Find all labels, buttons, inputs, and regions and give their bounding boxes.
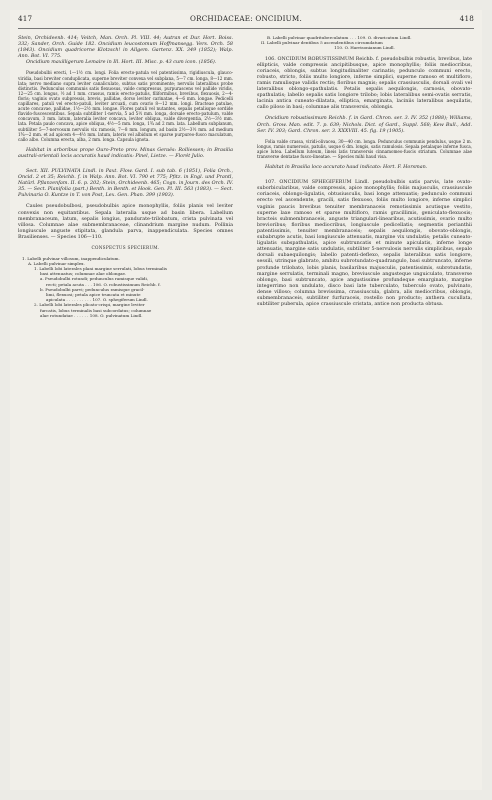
species-107-text: pseudobulbis satis parvis, late ovato-suborbicularibus, valde compressis, apice monophyllis; foliis majusculis, crassiuscule coriaceis, oblongo-ligulatis, obtusiusculis, basi longe attenuatis; pedunculo communi erecto vel ascendente, gracili, satis flexuoso, foliis multo longiore, inferne simplici vaginis paucis brevibus tenuiter membranaceis remotissimis acutisque vestito, superne laxe ramoso et sparse multifloro, ramis gracillimis, geniculato-flexuosis; bracteis submembranaceis, anguste triangulari-linearibus, acutissimis, ovario multo brevioribus; floribus mediocribus, longiuscule pedicellatis; segmentis perianthii patentissimis, tenuiter membranaceis; sepalis aequilongis, obovato-oblongis, subabrupte acutis, basi longiuscule attenuatis, margine vix undulatis; petalis cuneato-ligulatis subspathulatis, apice subtruncatis et minute apiculatis, inferne longe attenuatis, margine satis undulatis, subtiliter 5-nervulosis nervulis simplicibus, sepalo dorsali subaequilongis; labello patenti-deflexo, sepalis lateralibus satis longiore, sessili, utrinque glabrato, ambitu subrotundato-quadrangulo, basi subtruncato, inferne profunde trilobato, lobis planis, basilaribus majusculis, patentissimis, subrotundatis, margine serrulatis, terminali magno, breviuscule angusteque unguiculato, transverse oblongo, basi subtruncato, apice angustissime profundeque emarginato, margine integerrimo non undulato, disco basi late tuberculato, tuberculo ovato, pulvinato, dense villoso; columna brevissima, crassiuscula, glabra, alis mediocribus, oblongis, submembranaceis, subtiliter furfuraceis, rostello non producto; anthera cucullata, subtiliter puberula, apice crassiuscule cristata, antice non producta obtusa.	[257, 179, 472, 308]
species-107-name: ONCIDIUM SPHEGIFERUM	[279, 179, 352, 186]
species-107-diagnosis	[257, 179, 472, 307]
species-description: Pseudobulbi erecti, 1—1½ cm. longi. Folia erecto-patula vel patentissima, rigidiuscula, glauco-viridia, basi breviter conduplicata, superne breviter convexa vel subplana, 5—7 cm. longa, 8—12 mm. lata; nervo mediano supra leviter canaliculato, subtus satis prominente; nervulis lateralibus probe distinctis. Pedunculus communis satis flexuosus, valde compressus, purpurascens vel pallide viridis, 12—25 cm. longus, ½ ad 1 mm. crassus, ramis erecto-patulis, filiformibus, brevibus, flexuosis, 2—4-floris; vaginis ovato subpressis, brevis, pallidae, dorso leviter carinatae, 4—6 mm. longae. Pedicelli capillares, patuli vel erecto-patuli, leviter arcuati, cum ovario 8—12 mm. longi. Bracteae patulae, acute concavae, pallidae, 1½—2½ mm. longae. Flores patuli vel nutantes, sepalis petalisque sordide flavido-fuscescentibus. Sepala subtiliter 1-nervia, 5 ad 5½ mm. longa, dorsale erecto-patulum, valde concavum, 3 mm. latum, lateralia leviter concava, leviter obliqua, valde divergentia, 2½—3½ mm. lata. Petala paulo concava, apice obliqua, 4½—5 mm. longa, 1¾ ad 2 mm. lata. Labellum subplanum, subtiliter 5—7-nervosum nervulis vix ramosis, 7—8 mm. longum, ad basin 2½—3½ mm. ad medium 1¾—2 mm. et ad apicem 4—4½ mm. latum, lateris vel albidum et sparse purpureo-fusco maculatum, callo albo. Columna erecta, alba, 2 mm. longa. Capsula ignota.	[18, 70, 233, 142]
species-key	[18, 256, 233, 318]
section-heading: Sect. XII. PULVINATA Lindl. in Paxt. Flow. Gard. I. sub tab. 6 (1851), Folia Orch., Oncid. 2 et 35; Reichb. f. in Walp. Ann. Bot. VI. 790 et 775; Pfitz. in Engl. und Prantl, Natürl. Pflanzenfam. II. 6. p. 202; Stein, Orchideenb. 465; Cogn. in Journ. des Orch. IV. 35. — Sect. Planifolia (part.) Benth. in Benth. et Hook. Gen. Pl. III. 563 (1883). — Sect. Pulvinaria O. Kuntze in T. von Post, Lex. Gen. Phan. 399 (1903).	[18, 167, 233, 199]
conspectus-title: CONSPECTUS SPECIERUM.	[91, 245, 160, 250]
key-line: b. Pseudobulbi parvi; pedunculus ramisque gracil-	[40, 286, 145, 292]
key-line: A. Labelli pulvinar simplex.	[28, 260, 85, 266]
key-line: furcatis, lobus terminalis basi subcordatus; columnae	[40, 307, 152, 313]
key-line: limi, flexuosi; petala apice truncata et minute	[46, 292, 141, 298]
running-title: ORCHIDACEAE: ONCIDIUM.	[190, 14, 302, 23]
key-line: 110. O. Harrisonianum Lindl.	[334, 45, 395, 51]
key-line: apiculata . . . . . . . . . . 107. O. sphegiferum Lindl.	[46, 297, 148, 303]
key-line: 2. Labelli lobi laterales plicato-crispi, margine leviter	[34, 302, 145, 308]
species-106-habitat: Habitat in Brasilia loco accurato haud indicato: Hort. F. Horsman.	[265, 164, 428, 171]
species-106-references: Oncidium robustissimum Reichb. f. in Gard. Chron. ser. 3. IV. 352 (1888); Williams, Orch. Grow. Man. edit. 7. p. 639; Nichols. Dict. of Gard., Suppl. 568; Kew Bull., Add. Ser. IV. 303; Gard. Chron. ser. 3. XXXVIII. 45. fig. 19 (1905).	[257, 115, 472, 134]
document-page	[10, 10, 482, 790]
species-106-number: 106.	[265, 55, 276, 62]
species-106-description: Folia valde crassa, viridi-olivacea, 30—40 cm. longa. Pedunculus communis pendulus, usque 2 m. longus, ramis numerosis, patulis, usque 6 dm. longis, satis ramulosis. Sepala petalaque inferne fusca, apice lutea. Labellum luteum, lineis latis transversis cinnamomeo-fuscis striatum. Columnae alae transverse dentatae fusco-lineatae. — Species mihi haud visa.	[257, 138, 472, 160]
species-key-continued	[257, 35, 472, 51]
synonymy-references: Stein, Orchideenb. 414; Veitch, Man. Orch. Pl. VIII. 44; Autran et Dur. Hort. Boiss. 332; Sander, Orch. Guide 182. Oncidium leucostomum Hoffmansegg. Vers. Orch. 58 (1843). Oncidium quadricorne Klotzsch! in Allgem. Gartenz. XX. 349 (1852); Walp. Ann. Bot. VI. 775.	[18, 35, 233, 60]
key-line: alae rotundatae . . . . . . 108. O. pulvinatum Lindl.	[40, 312, 143, 318]
key-line: II. Labelli pulvinar dentibus 5 ascendentibus circumdatum	[261, 40, 383, 46]
species-106-text: pseudobulbis robustis, brevibus, late ellipticis, valde compressis ancipitibusque, apice monophyllis; foliis mediocribus, coriaceis, oblongis, subtus longitudinaliter carinatis; pedunculo communi erecto, robusto, stricto, foliis multo longiore, inferne simplici, superne ramoso et multifloro, ramis ramulisque validis rectis; floribus magnis; sepalis crassiusculis, dorsali ovali vel lateralibus oblongo-spathulatis. Petalis sepalis aequilongis, carnosis, obovato-spathulatis; labello sepalis satis longiore trilobo; lobis lateralibus semi-ovatis serratis, lacinia antica cuneato-dilatata, elliptica, emarginata, laciniis lateralibus aequilatis, callo piloso in basi; columnae alis transversis, oblongis.	[257, 55, 472, 111]
page-number-right: 418	[459, 14, 474, 23]
section-description: Caules pseudobulbosi, pseudobulbis apice monophyllis, foliis planis vel leviter convexis non equitantibus. Sepala lateralia usque ad basin libera. Labellum membranaceum, latum, sepalis longius, pandurate-trilobatum, crista pulvinata vel villosa. Columnae alae submembranaceae, clinandrium margine nudum. Pollinia longiuscule anguste stipitata, glandula parva, inappendiculata. Species omnes Brasilienses. — Species 106—110.	[18, 203, 233, 240]
key-line: recti; petala acuta . . . 106. O. robustissimum Reichb. f.	[46, 281, 161, 287]
page-number-left: 417	[18, 14, 33, 23]
species-106-name: ONCIDIUM ROBUSTISSIMUM	[277, 55, 355, 62]
key-line: B. Labelli pulvinar quadrituberculatum . . . 109. O. divaricatum Lindl.	[267, 35, 412, 40]
key-line: 1. Labelli lobi laterales plani margine serrulati, lobus terminalis	[34, 266, 168, 271]
species-107-author: Lindl.	[355, 179, 370, 186]
left-column	[18, 35, 233, 318]
right-column	[257, 35, 472, 307]
habitat-note: Habitat in arboribus prope Ouro-Preto prov. Minas Geraës: Rolliessen; in Brasilia australi-orientali locis accuratis haud indicatis: Pinel, Lietze. — Florét Julio.	[18, 146, 233, 159]
key-line: a. Pseudobulbi rotundi; pedunculus ramisque validi,	[40, 276, 149, 282]
key-line: 1. Labelli pulvinar villosum, inappendiculatum.	[22, 255, 120, 261]
synonym-maxilligerum: Oncidium maxilligerum Lemaire in Ill. Hort. III. Misc. p. 43 cum icon. (1856).	[26, 59, 217, 66]
species-106-diagnosis	[257, 56, 472, 111]
running-header	[18, 14, 474, 26]
header-rule	[18, 28, 474, 29]
species-107-number: 107.	[265, 179, 276, 186]
species-106-author: Reichb. f.	[355, 55, 380, 62]
key-line: basi attenuatus; columnae alae oblongae.	[40, 271, 127, 277]
